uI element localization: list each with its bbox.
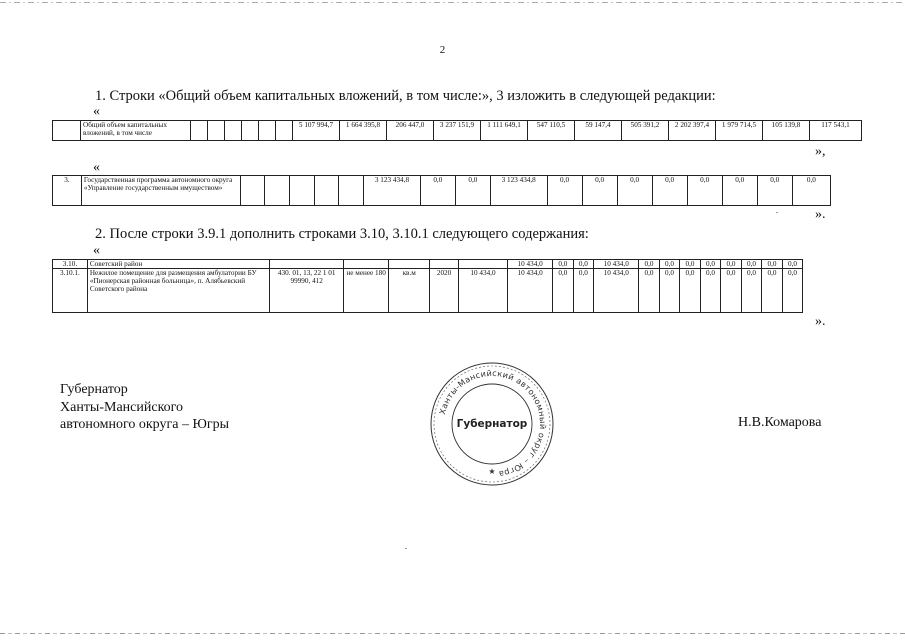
table-cell: 0,0 [762, 269, 783, 313]
table-cell: 0,0 [659, 260, 680, 269]
signatory-title-line: Ханты-Мансийского [60, 399, 184, 415]
seal-ring-text: Ханты-Мансийский автономный округ – Югра [436, 367, 549, 480]
scan-edge-bottom [0, 633, 905, 634]
table-cell: 0,0 [680, 269, 701, 313]
close-quote-b: ». [815, 207, 826, 222]
table-program [52, 175, 831, 206]
table-cell: 0,0 [573, 260, 594, 269]
table-cell: 0,0 [700, 260, 721, 269]
table-cell: 0,0 [639, 260, 660, 269]
table-cell: 0,0 [573, 269, 594, 313]
table-cell: 0,0 [792, 176, 830, 206]
table-cell: 3 123 434,8 [490, 176, 547, 206]
table-cell: 117 543,1 [810, 121, 862, 141]
table-cell: 0,0 [582, 176, 617, 206]
scan-speck [405, 548, 407, 549]
scan-speck [776, 212, 778, 213]
seal-star-icon: ★ [488, 467, 496, 476]
table-cell: 0,0 [721, 260, 742, 269]
table-cell: 59 147,4 [575, 121, 622, 141]
row-310-number: 3.10. [53, 260, 88, 269]
section2-heading: 2. После строки 3.9.1 дополнить строками 3.10, 3.10.1 следующего содержания: [95, 226, 589, 242]
row-3101-capacity: не менее 180 [344, 269, 389, 313]
table-cell: 0,0 [680, 260, 701, 269]
signatory-title-line: автономного округа – Югры [60, 417, 229, 432]
official-seal [428, 360, 556, 488]
table-row [53, 260, 831, 269]
signatory-title [60, 381, 229, 434]
page-number: 2 [439, 44, 446, 56]
table-cell: 0,0 [547, 176, 582, 206]
table-cell: 2 202 397,4 [669, 121, 716, 141]
table-cell: 1 664 395,8 [340, 121, 387, 141]
table-cell: 0,0 [455, 176, 490, 206]
row-3101-cost: 10 434,0 [458, 269, 507, 313]
signatory-name: Н.В.Комарова [738, 415, 822, 430]
open-quote-a: « [93, 104, 100, 119]
table-cell: 5 107 994,7 [293, 121, 340, 141]
table-cell: 0,0 [757, 176, 792, 206]
table-cell: 1 979 714,5 [716, 121, 763, 141]
table-cell: 0,0 [741, 260, 762, 269]
table-row [53, 176, 831, 206]
row-3101-unit: кв.м [389, 269, 430, 313]
table-cell: 0,0 [782, 260, 803, 269]
close-quote-section2: ». [815, 314, 826, 329]
table-cell: 0,0 [741, 269, 762, 313]
table-total [52, 120, 862, 141]
open-quote-b: « [93, 160, 100, 175]
table-cell: 3 237 151,9 [434, 121, 481, 141]
table-cell: 0,0 [782, 269, 803, 313]
row-310-label: Советский район [87, 260, 269, 269]
table-cell: 0,0 [700, 269, 721, 313]
seal-center-text: Губернатор [456, 418, 528, 430]
table-cell: 105 139,8 [763, 121, 810, 141]
table-cell: 0,0 [652, 176, 687, 206]
table-cell: 10 434,0 [594, 269, 639, 313]
section1-heading: 1. Строки «Общий объем капитальных вложений, в том числе:», 3 изложить в следующей редакции: [95, 88, 716, 104]
table-cell: 0,0 [420, 176, 455, 206]
table-cell: 10 434,0 [508, 260, 553, 269]
table-cell: 505 391,2 [622, 121, 669, 141]
table-cell: 3 123 434,8 [364, 176, 421, 206]
row-3101-number: 3.10.1. [53, 269, 88, 313]
table-cell: 0,0 [722, 176, 757, 206]
table-cell: 0,0 [721, 269, 742, 313]
table-cell: 547 110,5 [528, 121, 575, 141]
table-additions [52, 259, 831, 313]
table-cell: 1 111 649,1 [481, 121, 528, 141]
row-3101-year: 2020 [430, 269, 459, 313]
table-cell: 0,0 [659, 269, 680, 313]
table-cell: 0,0 [639, 269, 660, 313]
open-quote-section2: « [93, 243, 100, 258]
table-cell: 0,0 [553, 260, 574, 269]
table-cell: 0,0 [762, 260, 783, 269]
table-cell: 0,0 [687, 176, 722, 206]
signatory-title-line: Губернатор [60, 382, 128, 397]
table-cell: 10 434,0 [594, 260, 639, 269]
row-program-number: 3. [53, 176, 82, 206]
table-cell: 0,0 [617, 176, 652, 206]
table-row [53, 121, 862, 141]
table-cell: 0,0 [553, 269, 574, 313]
table-row [53, 269, 831, 313]
close-quote-a: », [815, 144, 826, 159]
scan-edge-top [0, 2, 905, 3]
row-program-label: Государственная программа автономного округа «Управление государственным имуществом» [81, 176, 240, 206]
table-cell: 10 434,0 [508, 269, 553, 313]
row-3101-code: 430. 01, 13, 22 1 01 99990, 412 [270, 269, 344, 313]
table-cell: 206 447,0 [387, 121, 434, 141]
row-3101-label: Нежилое помещение для размещения амбулатории БУ «Пионерская районная больница», п. Алябьевский Советского района [87, 269, 269, 313]
row-total-label: Общий объем капитальных вложений, в том числе [81, 121, 191, 141]
